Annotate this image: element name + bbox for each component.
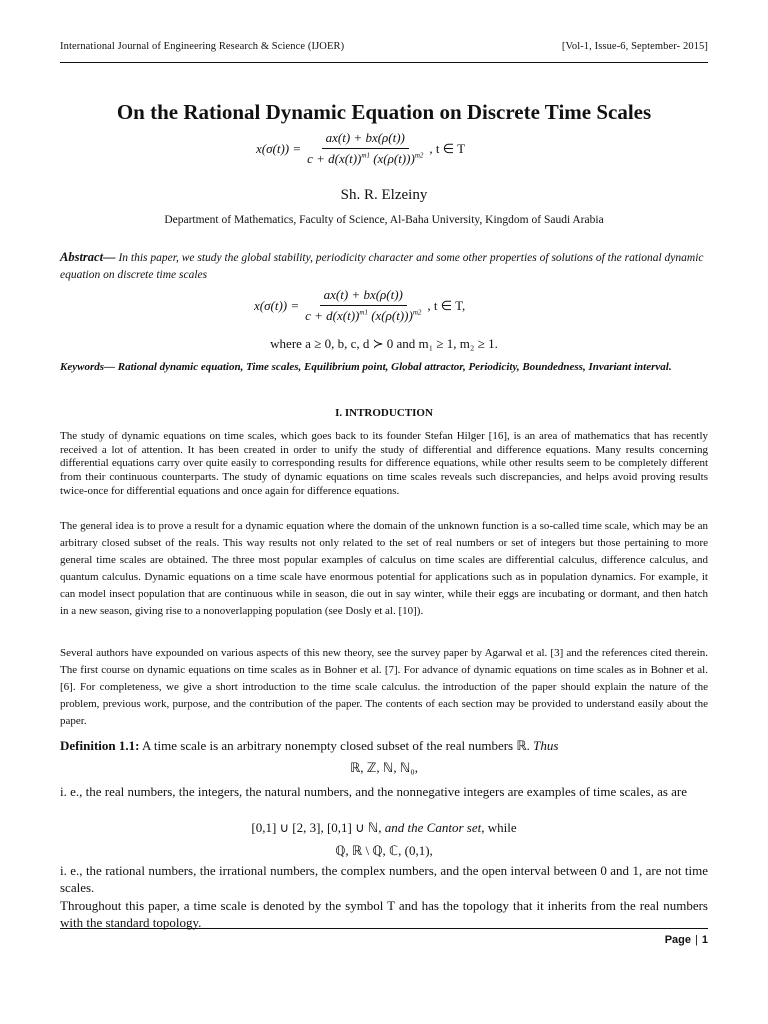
page-number: Page | 1 [664,934,708,946]
eq-denominator: $c + d(x(t))^{m1}$ $(x(\rho(t)))^{m2}$ [307,151,424,166]
eq-numerator: ax(t) + bx(ρ(t)) [322,130,409,149]
footer-rule [60,928,708,929]
definition-label: Definition 1.1: [60,738,140,753]
time-scale-examples-2: [0,1] ∪ [2, 3], [0,1] ∪ ℕ, and the Cantor set, while [251,820,517,835]
real-numbers-symbol: ℝ. [516,738,530,753]
intro-paragraph-3: Several authors have expounded on various aspects of this new theory, see the survey paper by Agarwal et al. [3] and the references cited therein. The first course on dynamic equations on time scales as in Bohner et al. [7]. For advance of dynamic equations on time scales as in Bohner et al. [6]. For completeness, we give a short introduction to the time scale calculus. the introduction of the paper should explain the nature of the problem, previous work, purpose, and the contribution of the paper. The contents of each section may be provided to understand easily about the paper. [60,647,708,727]
issue-info: [Vol-1, Issue-6, September- 2015] [561,41,708,52]
running-header [60,41,708,52]
author-affiliation: Department of Mathematics, Faculty of Science, Al-Baha University, Kingdom of Saudi Arabia [164,214,604,226]
eq-fraction [305,287,421,324]
intro-paragraph-2: The general idea is to prove a result for a dynamic equation where the domain of the unknown function is a so-called time scale, which may be an arbitrary closed subset of the reals. This way results not only related to the set of real numbers or set of integers but those pertaining to more general time scales are obtained. The three most popular examples of calculus on time scales are differential calculus, difference calculus, and quantum calculus. Dynamic equations on a time scale have enormous potential for applications such as in population dynamics. For example, it can model insect population that are continuous while in season, die out in say winter, while their eggs are incubating or dormant, and then hatch in a new season, giving rise to a nonoverlapping population (see Dosly et al. [10]). [60,520,708,617]
eq-numerator: ax(t) + bx(ρ(t)) [320,287,407,306]
eq-fraction [307,130,423,167]
paper-title: On the Rational Dynamic Equation on Discrete Time Scales [116,100,652,124]
time-scale-examples: ℝ, ℤ, ℕ, ℕ₀, [349,760,419,775]
intro-paragraph-1: The study of dynamic equations on time scales, which goes back to its founder Stefan Hilger [16], is an area of mathematics that has recently received a lot of attention. It has been created in order to unify the study of differential and difference equations. Many results concerning differential equations carry over quite easily to corresponding results for difference equations, while other results seem to be completely different from their continuous counterparts. The study of dynamic equations on time scales reveals such discrepancies, and helps avoid proving results twice-once for differential equations and once again for difference equations. [60,430,708,497]
abstract [60,249,708,284]
journal-name: International Journal of Engineering Research & Science (IJOER) [60,41,345,52]
author-name: Sh. R. Elzeiny [340,187,428,203]
abstract-equation [60,287,708,327]
definition-line-3: i. e., the rational numbers, the irrational numbers, the complex numbers, and the open interval between 0 and 1, are not time scales. [60,863,708,895]
eq-lhs: x(σ(t)) = [254,297,300,313]
keywords: Keywords— Rational dynamic equation, Time scales, Equilibrium point, Global attractor, Periodicity, Boundedness, Invariant interval. [60,361,672,373]
non-time-scale-examples: ℚ, ℝ \ ℚ, ℂ, (0,1), [335,843,433,858]
definition-line-2: i. e., the real numbers, the integers, the natural numbers, and the nonnegative integers are examples of time scales, as are [60,784,688,799]
definition-line-4: Throughout this paper, a time scale is denoted by the symbol T and has the topology that it inherits from the real numbers with the standard topology. [60,898,708,930]
definition-1-1: Definition 1.1: A time scale is an arbitrary nonempty closed subset of the real numbers ℝ. Thus [60,738,559,753]
eq-denominator: $c + d(x(t))^{m1}$ $(x(\rho(t)))^{m2}$ [305,308,422,323]
section-heading: I. INTRODUCTION [335,407,433,419]
eq-suffix: , t ∈ T [429,140,466,156]
header-rule [60,62,708,63]
eq-lhs: x(σ(t)) = [256,140,302,156]
title-equation [60,130,708,170]
parameter-condition: where a ≥ 0, b, c, d ≻ 0 and m₁ ≥ 1, m₂ ≥ 1. [270,336,498,351]
abstract-label: Abstract— [60,250,116,264]
eq-suffix: , t ∈ T, [427,297,466,313]
abstract-text: In this paper, we study the global stability, periodicity character and some other properties of solutions of the rational dynamic equation on discrete time scales [60,252,704,281]
